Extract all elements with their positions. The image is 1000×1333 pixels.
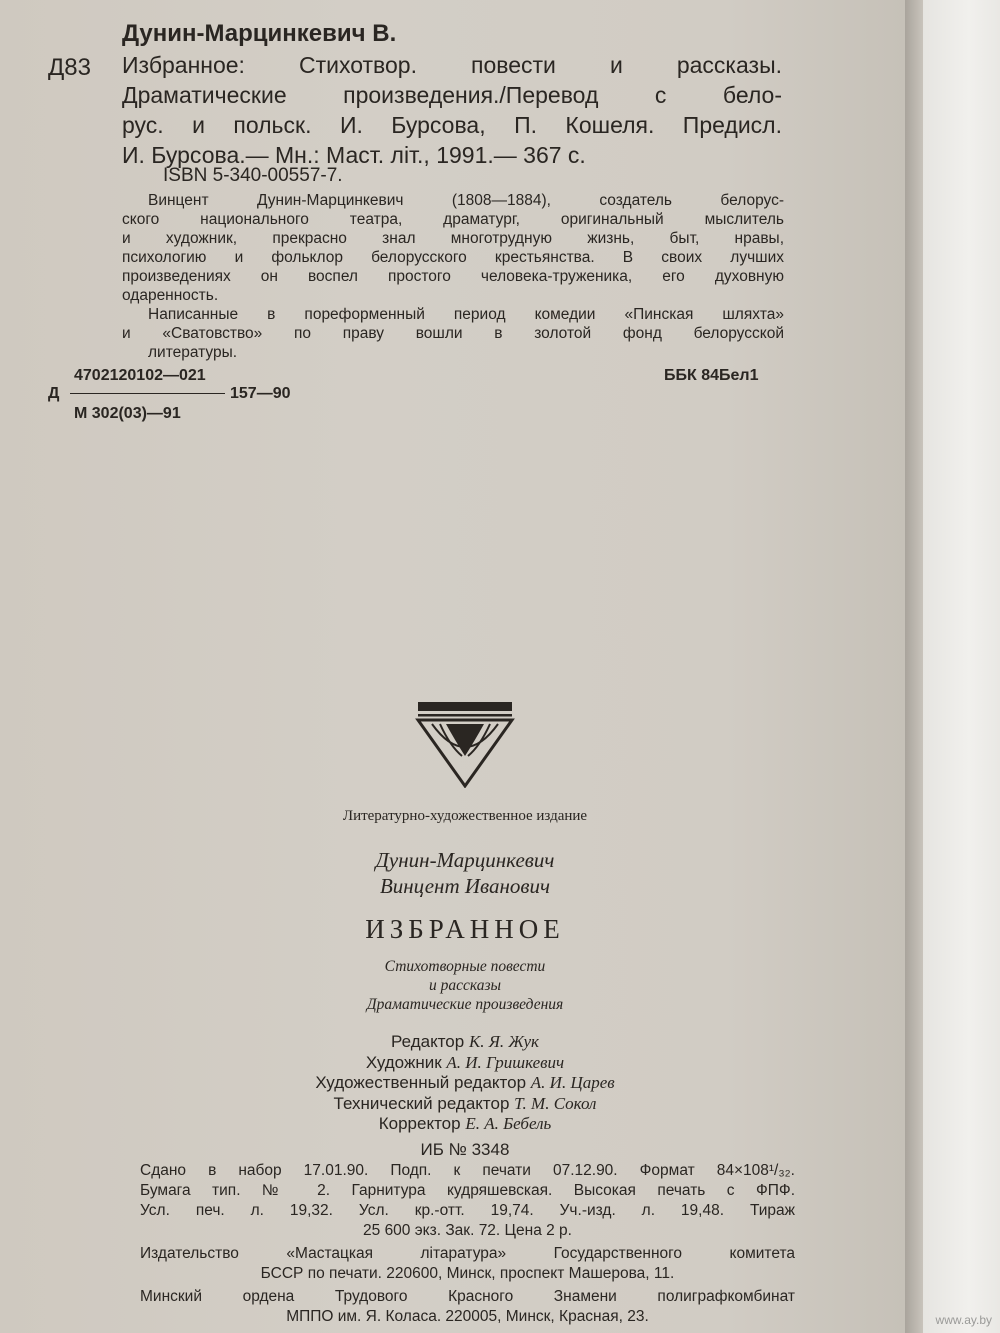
- imprint-line: Минский ордена Трудового Красного Знамени полиграфкомбинат: [140, 1288, 795, 1305]
- annotation-line: произведениях он воспел простого человека-труженика, его духовную: [122, 268, 784, 285]
- imprint-line: 25 600 экз. Зак. 72. Цена 2 р.: [363, 1222, 572, 1239]
- annotation-line: одаренность.: [122, 287, 219, 304]
- annotation-line: Написанные в пореформенный период комедии «Пинская шляхта»: [148, 306, 784, 323]
- description-line: Драматические произведения./Перевод с бело-: [122, 82, 782, 108]
- credit-art-editor: Художественный редактор А. И. Царев: [315, 1073, 615, 1092]
- annotation-line: и «Сватовство» по праву вошли в золотой фонд белорусской: [122, 325, 784, 342]
- annotation-line: Винцент Дунин-Марцинкевич (1808—1884), создатель белорус-: [148, 192, 784, 209]
- annotation-line: литературы.: [148, 344, 238, 361]
- imprint-line: Бумага тип. № 2. Гарнитура кудряшевская. Высокая печать с ФПФ.: [140, 1182, 795, 1199]
- index-letter: Д: [48, 385, 60, 402]
- colophon-title: ИЗБРАННОЕ: [365, 914, 565, 944]
- subtitle-line: Стихотворные повести: [384, 958, 546, 975]
- imprint-line: Издательство «Мастацкая літаратура» Государственного комитета: [140, 1245, 795, 1262]
- watermark: www.ay.by: [935, 1313, 992, 1327]
- credit-editor: Редактор К. Я. Жук: [391, 1032, 539, 1051]
- colophon-credits: [140, 1032, 790, 1135]
- colophon-author-line2: Винцент Иванович: [379, 874, 551, 898]
- index-bottom: М 302(03)—91: [74, 405, 181, 422]
- annotation-line: ского национального театра, драматург, оригинальный мыслитель: [122, 211, 784, 228]
- page-gutter: [905, 0, 923, 1333]
- description-line: Избранное: Стихотвор. повести и рассказы.: [122, 52, 782, 78]
- description-line: И. Бурсова.— Мн.: Маст. літ., 1991.— 367 с.: [122, 142, 586, 168]
- imprint-line: МППО им. Я. Коласа. 220005, Минск, Красная, 23.: [286, 1308, 649, 1325]
- edition-type: Литературно-художественное издание: [342, 808, 588, 824]
- facing-page-edge: [923, 0, 1000, 1333]
- card-isbn: ISBN 5-340-00557-7.: [163, 165, 343, 186]
- card-annotation: [122, 191, 784, 362]
- imprint-print-data: [140, 1161, 795, 1241]
- card-code: Д83: [48, 54, 91, 81]
- index-right: 157—90: [230, 385, 291, 402]
- imprint-line: Сдано в набор 17.01.90. Подп. к печати 07.12.90. Формат 84×108¹/₃₂.: [140, 1162, 795, 1179]
- credit-tech-editor: Технический редактор Т. М. Сокол: [333, 1093, 597, 1113]
- imprint-publisher: [140, 1244, 795, 1284]
- annotation-line: психологию и фольклор белорусского крестьянства. В своих лучших: [122, 249, 784, 266]
- imprint-line: Усл. печ. л. 19,32. Усл. кр.-отт. 19,74. Уч.-изд. л. 19,48. Тираж: [140, 1202, 795, 1219]
- colophon-subtitle: [140, 957, 790, 1014]
- imprint-line: БССР по печати. 220600, Минск, проспект Машерова, 11.: [260, 1265, 675, 1282]
- imprint-printer: [140, 1287, 795, 1327]
- ib-number: ИБ № 3348: [420, 1140, 510, 1159]
- credit-proofreader: Корректор Е. А. Бебель: [378, 1114, 552, 1133]
- subtitle-line: Драматические произведения: [366, 996, 564, 1013]
- index-top: 4702120102—021: [74, 367, 206, 384]
- subtitle-line: и рассказы: [428, 977, 502, 994]
- annotation-line: и художник, прекрасно знал многотрудную жизнь, быт, нравы,: [122, 230, 784, 247]
- colophon-author-line1: Дунин-Марцинкевич: [375, 848, 555, 872]
- publisher-logo-icon: [410, 700, 520, 788]
- credit-artist: Художник А. И. Гришкевич: [365, 1052, 565, 1072]
- description-line: рус. и польск. И. Бурсова, П. Кошеля. Предисл.: [122, 112, 782, 138]
- index-rule: [70, 393, 225, 394]
- card-author: Дунин-Марцинкевич В.: [122, 20, 397, 47]
- card-description: [122, 50, 782, 170]
- card-bbk: ББК 84Бел1: [664, 367, 759, 384]
